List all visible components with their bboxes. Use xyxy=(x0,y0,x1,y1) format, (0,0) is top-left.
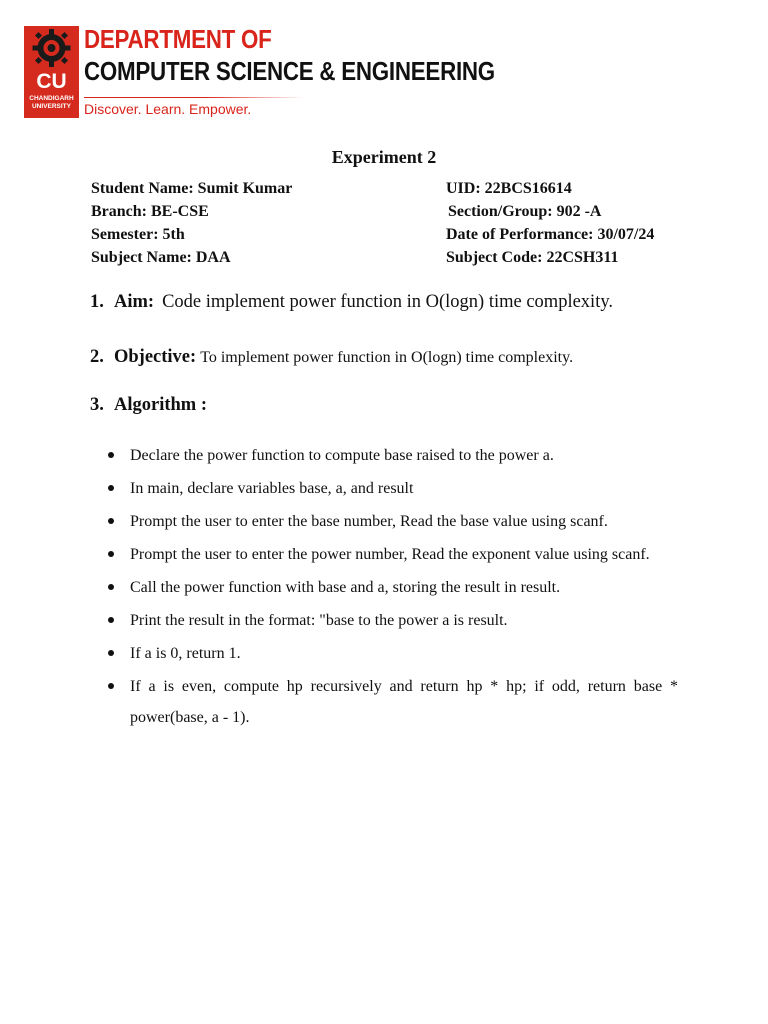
objective-number: 2. xyxy=(90,347,104,367)
header-divider xyxy=(84,97,304,98)
list-item-text: In main, declare variables base, a, and result xyxy=(130,480,414,497)
list-item-text: If a is 0, return 1. xyxy=(130,645,241,662)
section-group: Section/Group: 902 -A xyxy=(448,203,602,220)
objective-section xyxy=(90,347,573,368)
algorithm-section xyxy=(90,395,207,416)
algorithm-number: 3. xyxy=(90,395,104,415)
aim-text: Code implement power function in O(logn) time complexity. xyxy=(162,292,614,312)
university-logo xyxy=(24,26,79,118)
branch: Branch: BE-CSE xyxy=(91,203,209,220)
subject-name: Subject Name: DAA xyxy=(91,249,231,266)
bullet-icon xyxy=(108,452,114,458)
list-item xyxy=(108,473,678,504)
bullet-icon xyxy=(108,518,114,524)
list-item xyxy=(108,440,678,471)
subject-code: Subject Code: 22CSH311 xyxy=(446,249,619,266)
list-item xyxy=(108,506,678,537)
list-item-text: Prompt the user to enter the base number, Read the base value using scanf. xyxy=(130,513,608,530)
bullet-icon xyxy=(108,485,114,491)
list-item-text: Declare the power function to compute base raised to the power a. xyxy=(130,447,554,464)
list-item xyxy=(108,671,678,733)
aim-section xyxy=(90,292,613,313)
list-item-text: Print the result in the format: "base to the power a is result. xyxy=(130,612,508,629)
list-item xyxy=(108,605,678,636)
list-item xyxy=(108,539,678,570)
objective-text: To implement power function in O(logn) time complexity. xyxy=(200,349,574,366)
algorithm-steps-list xyxy=(108,440,678,735)
bullet-icon xyxy=(108,650,114,656)
department-heading-line2: COMPUTER SCIENCE & ENGINEERING xyxy=(84,56,495,86)
logo-university-text: CHANDIGARH UNIVERSITY xyxy=(29,95,74,110)
semester: Semester: 5th xyxy=(91,226,185,243)
list-item-text: If a is even, compute hp recursively and return hp * hp; if odd, return base * power(base, a - 1). xyxy=(130,678,678,726)
uid: UID: 22BCS16614 xyxy=(446,180,572,197)
list-item-text: Call the power function with base and a, storing the result in result. xyxy=(130,579,561,596)
aim-heading: Aim: xyxy=(114,292,155,312)
bullet-icon xyxy=(108,617,114,623)
tagline: Discover. Learn. Empower. xyxy=(84,101,252,117)
list-item xyxy=(108,572,678,603)
bullet-icon xyxy=(108,584,114,590)
date-of-performance: Date of Performance: 30/07/24 xyxy=(446,226,655,243)
list-item xyxy=(108,638,678,669)
department-heading-line1: DEPARTMENT OF xyxy=(84,24,272,54)
algorithm-heading: Algorithm : xyxy=(114,395,207,415)
experiment-title: Experiment 2 xyxy=(331,147,437,167)
list-item-text: Prompt the user to enter the power number, Read the exponent value using scanf. xyxy=(130,546,650,563)
student-name: Student Name: Sumit Kumar xyxy=(91,180,293,197)
bullet-icon xyxy=(108,683,114,689)
bullet-icon xyxy=(108,551,114,557)
logo-cu-text: CU xyxy=(36,70,67,93)
objective-heading: Objective: xyxy=(114,347,197,367)
aim-number: 1. xyxy=(90,292,104,312)
